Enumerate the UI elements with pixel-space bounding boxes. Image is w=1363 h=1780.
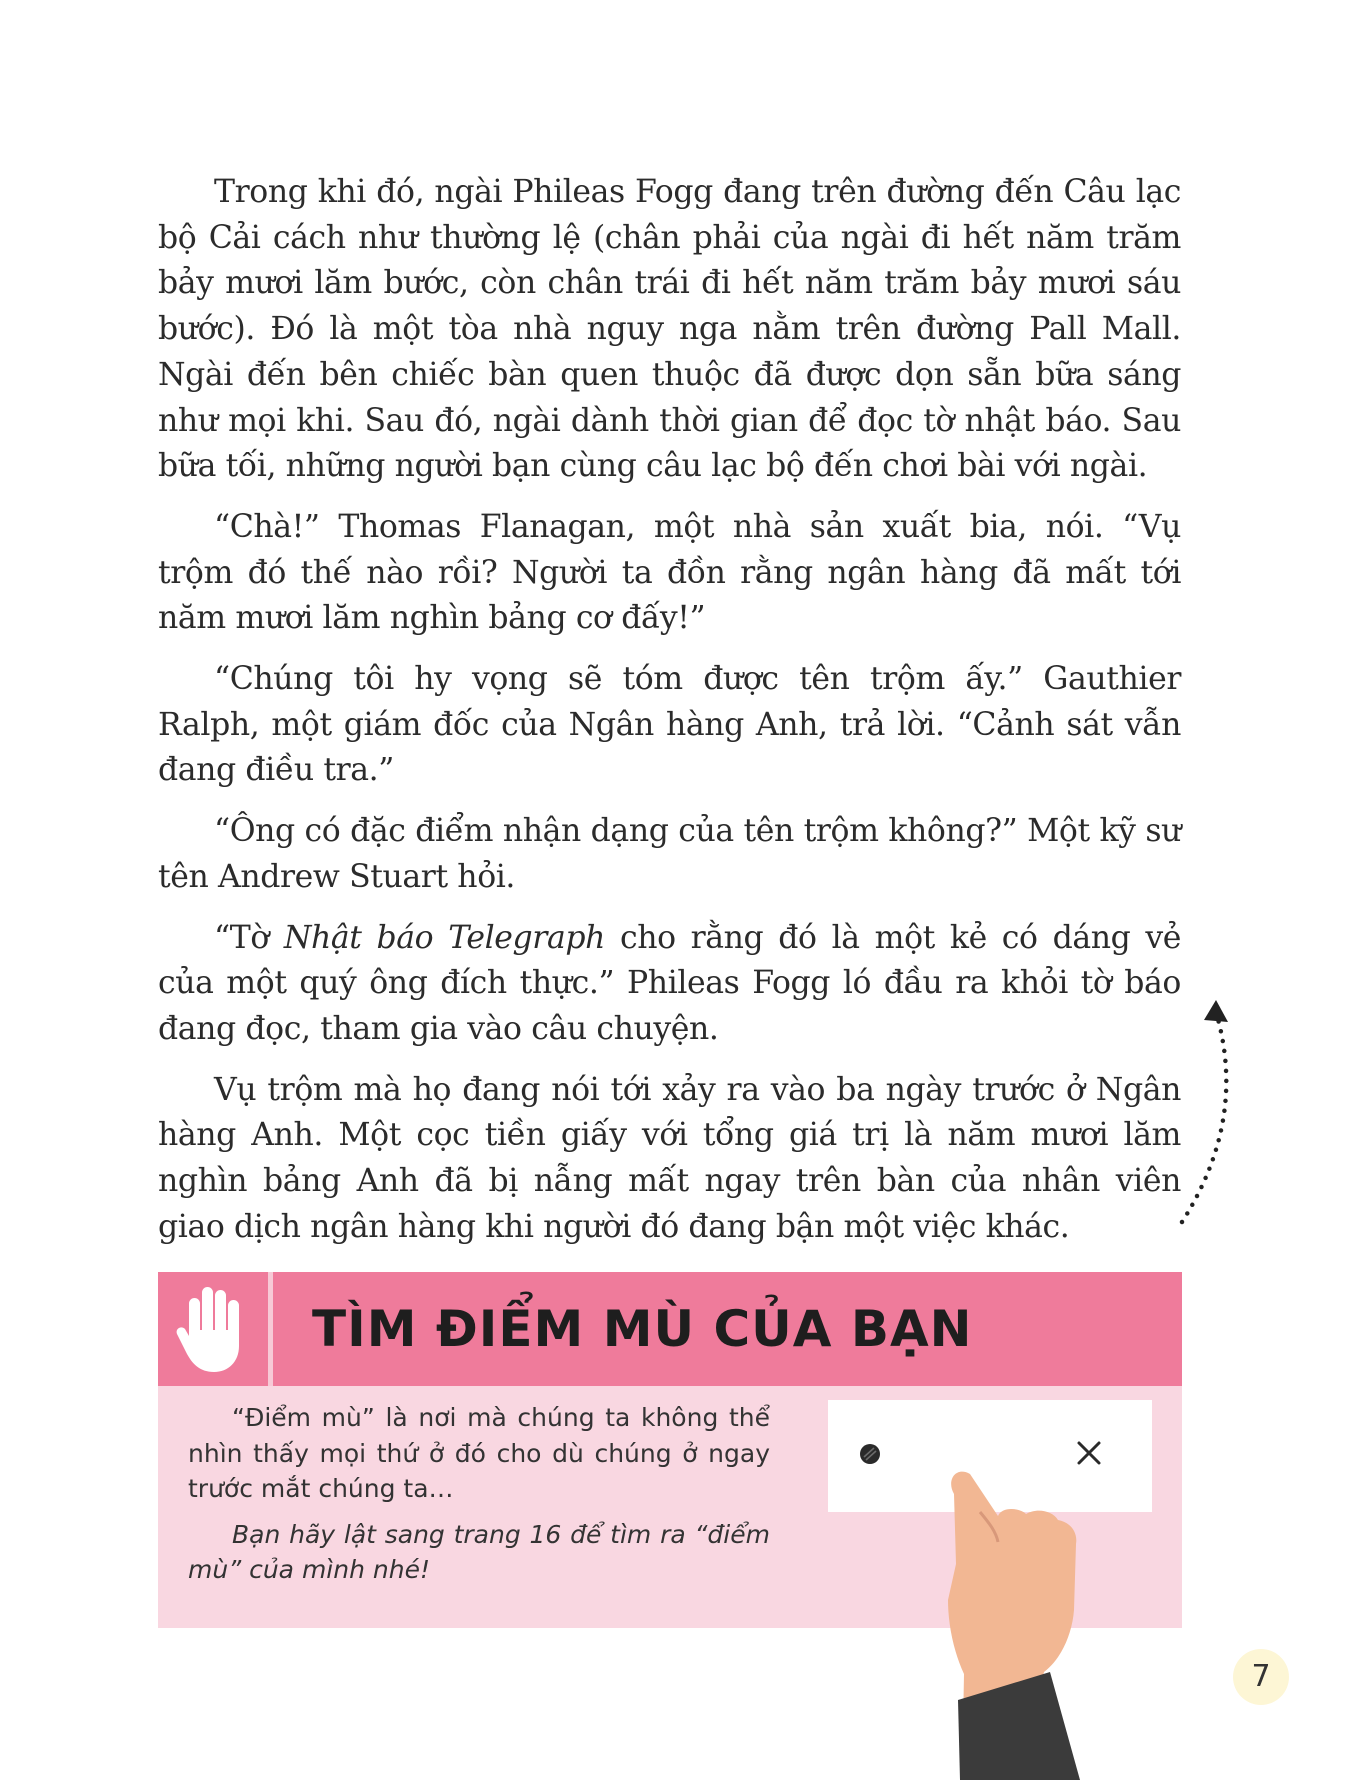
page-number: 7 <box>1233 1649 1289 1705</box>
box-text-definition: “Điểm mù” là nơi mà chúng ta không thể nhìn thấy mọi thứ ở đó cho dù chúng ở ngay trước mắt chúng ta… <box>188 1403 770 1503</box>
box-header <box>158 1272 1182 1386</box>
box-text-instruction: Bạn hãy lật sang trang 16 để tìm ra “điểm mù” của mình nhé! <box>188 1519 770 1584</box>
newspaper-title: Nhật báo Telegraph <box>283 919 605 956</box>
paragraph-4: “Ông có đặc điểm nhận dạng của tên trộm không?” Một kỹ sư tên Andrew Stuart hỏi. <box>158 813 1181 895</box>
paragraph-5 <box>158 916 1181 1053</box>
paragraph-5-start: “Tờ <box>214 919 284 956</box>
paragraph-2: “Chà!” Thomas Flanagan, một nhà sản xuất bia, nói. “Vụ trộm đó thế nào rồi? Người ta đồn rằng ngân hàng đã mất tới năm mươi lăm nghìn bảng cơ đấy!” <box>158 508 1181 637</box>
paragraph-3: “Chúng tôi hy vọng sẽ tóm được tên trộm ấy.” Gauthier Ralph, một giám đốc của Ngân hàng Anh, trả lời. “Cảnh sát vẫn đang điều tra.” <box>158 661 1181 789</box>
box-title: TÌM ĐIỂM MÙ CỦA BẠN <box>312 1300 973 1358</box>
pointing-hand-icon <box>940 1450 1140 1780</box>
dot-icon <box>858 1442 882 1466</box>
paragraph-6: Vụ trộm mà họ đang nói tới xảy ra vào ba ngày trước ở Ngân hàng Anh. Một cọc tiền giấy với tổng giá trị là năm mươi lăm nghìn bảng Anh đã bị nẫng mất ngay trên bàn của nhân viên giao dịch ngân hàng khi người đó đang bận một việc khác. <box>158 1071 1181 1245</box>
paragraph-1: Trong khi đó, ngài Phileas Fogg đang trên đường đến Câu lạc bộ Cải cách như thường lệ (chân phải của ngài đi hết năm trăm bảy mươi lăm bước, còn chân trái đi hết năm trăm bảy mươi sáu bước). Đó là một tòa nhà nguy nga nằm trên đường Pall Mall. Ngài đến bên chiếc bàn quen thuộc đã được dọn sẵn bữa sáng như mọi khi. Sau đó, ngài dành thời gian để đọc tờ nhật báo. Sau bữa tối, những người bạn cùng câu lạc bộ đến chơi bài với ngài. <box>158 174 1181 485</box>
box-text <box>188 1400 770 1598</box>
story-text <box>158 170 1181 1265</box>
raised-hand-icon <box>176 1284 248 1374</box>
hand-icon-cell <box>158 1272 273 1386</box>
paragraph-5-end: cho rằng đó là một kẻ có dáng vẻ của một quý ông đích thực.” Phileas Fogg ló đầu ra khỏi tờ báo đang đọc, tham gia vào câu chuyện. <box>158 919 1181 1047</box>
dotted-arrow-icon <box>1170 990 1240 1230</box>
